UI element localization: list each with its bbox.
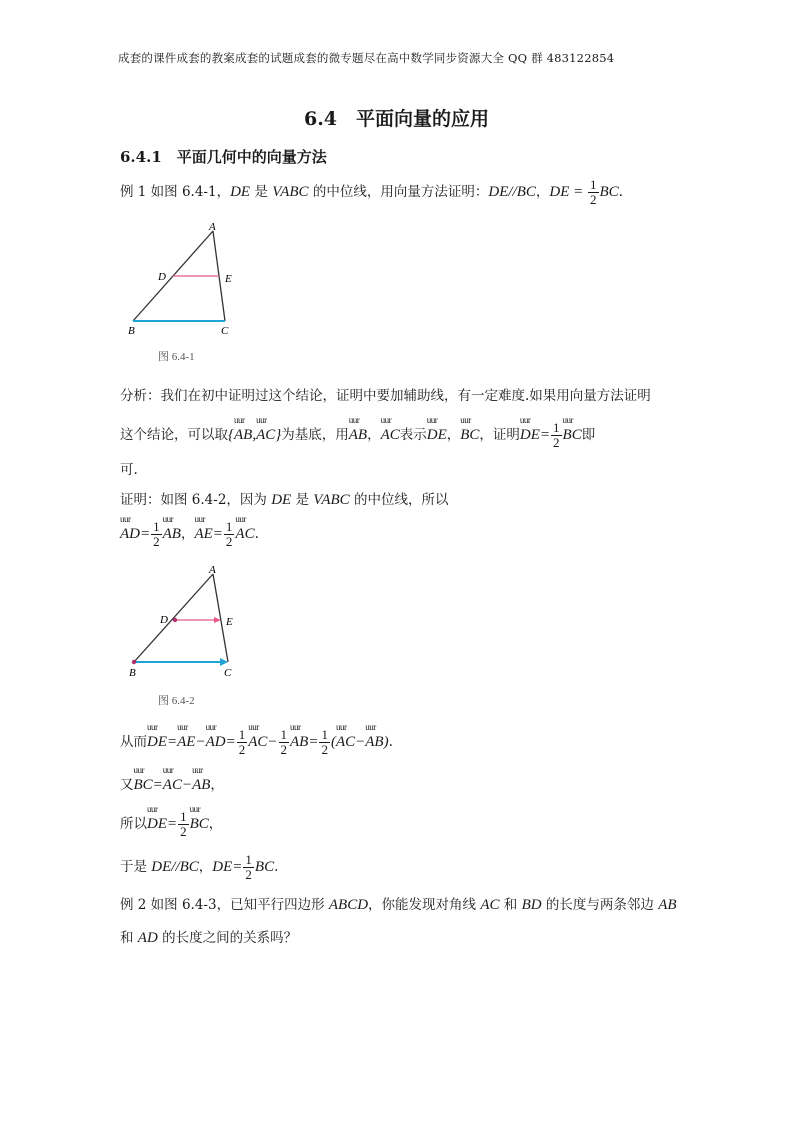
example2-line-1: 例 2 如图 6.4-3，已知平行四边形 ABCD，你能发现对角线 AC 和 BD 的长度与两条邻边 AB (120, 897, 677, 913)
label-b: B (128, 325, 135, 337)
label-d: D (160, 614, 168, 626)
figure-caption: 图 6.4-2 (158, 695, 195, 707)
example1-statement: 例 1 如图 6.4-1，DE 是 VABC 的中位线，用向量方法证明：DE//BC，DE = $\frac{1}{2}$ BC. (120, 177, 623, 207)
proof-line-2: uur AD= $\frac{1}{2}$ uur AB，uur AE= $\frac{1}{2}$ uur AC. (120, 520, 259, 549)
analysis-line-3: 可. (120, 462, 138, 478)
point-b (132, 660, 136, 664)
figure-caption: 图 6.4-1 (158, 351, 195, 363)
label-b: B (129, 667, 136, 679)
point-d (173, 618, 177, 622)
derivation-line-4: 于是 DE//BC，DE= $\frac{1}{2}$ BC. (120, 852, 279, 882)
figure-6-4-2 (120, 560, 250, 710)
label-e: E (225, 273, 232, 285)
analysis-line-2: 这个结论，可以取{uur AB,uur AC}为基底，用uur AB，uur AC表示uur DE，uur BC，证明uur DE= $\frac{1}{2}$ uur BC即 (120, 421, 595, 450)
label-d: D (158, 271, 166, 283)
label-c: C (224, 667, 232, 679)
page-header: 成套的课件成套的教案成套的试题成套的微专题尽在高中数学同步资源大全 QQ 群 483122854 (118, 51, 615, 65)
page-title: 6.4 平面向量的应用 (303, 108, 490, 130)
derivation-line-2: 又uur BC=uur AC−uur AB， (120, 773, 224, 794)
analysis-line-1: 分析：我们在初中证明过这个结论，证明中要加辅助线，有一定难度.如果用向量方法证明 (120, 388, 651, 404)
label-e: E (226, 616, 233, 628)
figure-6-4-1 (120, 218, 250, 368)
derivation-line-3: 所以uur DE= $\frac{1}{2}$ uur BC， (120, 810, 222, 839)
proof-line-1: 证明：如图 6.4-2，因为 DE 是 VABC 的中位线，所以 (120, 492, 449, 508)
section-heading: 6.4.1 平面几何中的向量方法 (120, 148, 327, 166)
example2-line-2: 和 AD 的长度之间的关系吗？ (120, 930, 298, 946)
vector-bc-arrowhead (220, 658, 228, 666)
label-a: A (209, 221, 216, 233)
side-ab (134, 574, 213, 662)
label-c: C (221, 325, 229, 337)
label-a: A (209, 564, 216, 576)
derivation-line-1: 从而uur DE=uur AE−uur AD= $\frac{1}{2}$ uur AC− $\frac{1}{2}$ uur AB= $\frac{1}{2}$ (uur AC−uur AB). (120, 728, 393, 757)
